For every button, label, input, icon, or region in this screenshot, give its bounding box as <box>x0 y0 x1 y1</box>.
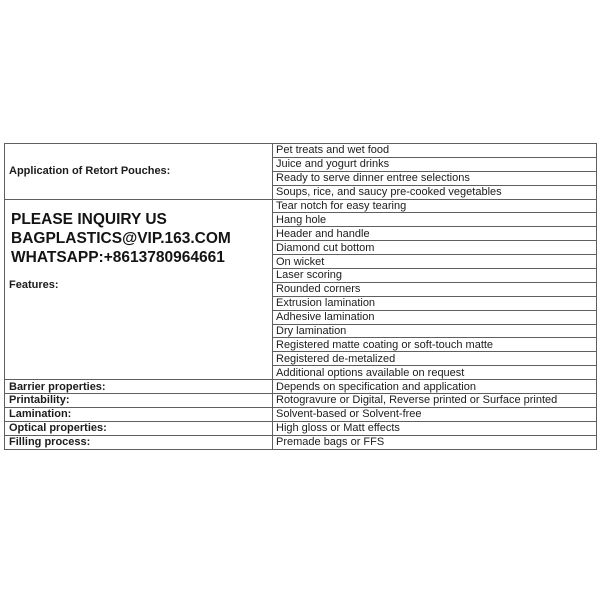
filling-process-value: Premade bags or FFS <box>273 435 597 449</box>
feature-row: Registered matte coating or soft-touch matte <box>273 338 597 352</box>
feature-row: Tear notch for easy tearing <box>273 199 597 213</box>
application-row: Pet treats and wet food <box>273 144 597 158</box>
printability-value: Rotogravure or Digital, Reverse printed or Surface printed <box>273 394 597 408</box>
feature-row: On wicket <box>273 255 597 269</box>
lamination-label: Lamination: <box>5 407 273 421</box>
table-row <box>5 421 597 435</box>
feature-row: Laser scoring <box>273 269 597 283</box>
table-row <box>5 394 597 408</box>
barrier-properties-value: Depends on specification and application <box>273 380 597 394</box>
inquiry-email: BAGPLASTICS@VIP.163.COM <box>11 229 231 247</box>
optical-properties-label: Optical properties: <box>5 421 273 435</box>
feature-row: Rounded corners <box>273 282 597 296</box>
application-row: Ready to serve dinner entree selections <box>273 171 597 185</box>
table-row <box>5 407 597 421</box>
application-row: Soups, rice, and saucy pre-cooked vegetables <box>273 185 597 199</box>
barrier-properties-label: Barrier properties: <box>5 380 273 394</box>
application-label: Application of Retort Pouches: <box>5 144 273 200</box>
filling-process-label: Filling process: <box>5 435 273 449</box>
table-row <box>5 144 597 158</box>
inquiry-whatsapp: WHATSAPP:+8613780964661 <box>11 248 225 266</box>
table-row <box>5 199 597 213</box>
feature-row: Diamond cut bottom <box>273 241 597 255</box>
inquiry-line: PLEASE INQUIRY US <box>11 210 167 228</box>
feature-row: Additional options available on request <box>273 366 597 380</box>
feature-row: Header and handle <box>273 227 597 241</box>
application-row: Juice and yogurt drinks <box>273 157 597 171</box>
feature-row: Hang hole <box>273 213 597 227</box>
feature-row: Registered de-metalized <box>273 352 597 366</box>
optical-properties-value: High gloss or Matt effects <box>273 421 597 435</box>
table-row <box>5 435 597 449</box>
inquiry-features-cell <box>5 199 273 380</box>
inquiry-text <box>11 210 272 267</box>
printability-label: Printability: <box>5 394 273 408</box>
spec-table <box>4 143 597 450</box>
feature-row: Dry lamination <box>273 324 597 338</box>
lamination-value: Solvent-based or Solvent-free <box>273 407 597 421</box>
table-row <box>5 380 597 394</box>
feature-row: Extrusion lamination <box>273 296 597 310</box>
features-label: Features: <box>9 278 59 291</box>
feature-row: Adhesive lamination <box>273 310 597 324</box>
